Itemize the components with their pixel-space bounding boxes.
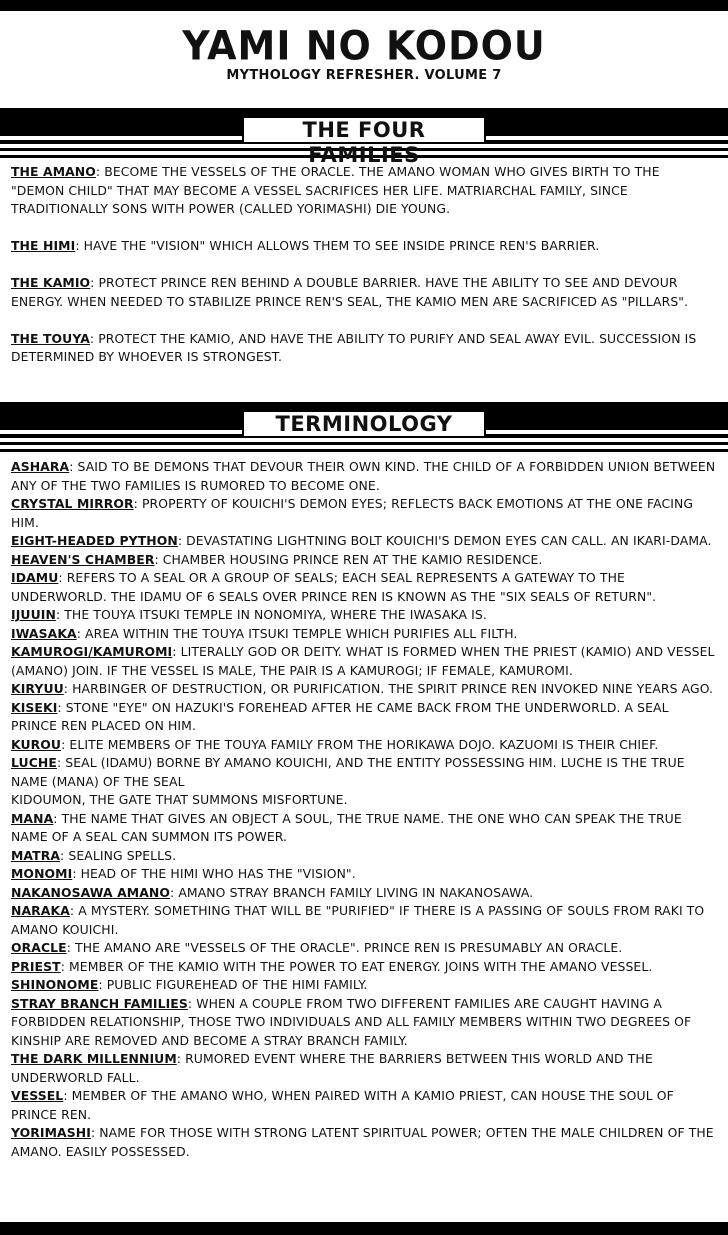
term-definition: : NAME FOR THOSE WITH STRONG LATENT SPIRITUAL POWER; OFTEN THE MALE CHILDREN OF THE AMANO. EASILY POSSESSED. <box>11 1125 714 1159</box>
term-label: MONOMI <box>11 866 73 881</box>
term-label: VESSEL <box>11 1088 64 1103</box>
term-entry <box>11 458 717 495</box>
term-definition: : STONE "EYE" ON HAZUKI'S FOREHEAD AFTER HE CAME BACK FROM THE UNDERWORLD. A SEAL PRINCE REN PLACED ON HIM. <box>11 699 669 733</box>
term-definition: : PUBLIC FIGUREHEAD OF THE HIMI FAMILY. <box>98 977 368 992</box>
term-definition: : PROPERTY OF KOUICHI'S DEMON EYES; REFLECTS BACK EMOTIONS AT THE ONE FACING HIM. <box>11 496 694 530</box>
term-entry <box>11 902 717 939</box>
term-label: KISEKI <box>11 699 58 715</box>
family-entry-himi <box>11 237 717 256</box>
term-entry <box>11 699 717 736</box>
page-subtitle: MYTHOLOGY REFRESHER. VOLUME 7 <box>226 68 502 83</box>
term-entry <box>11 569 717 606</box>
term-definition: : HEAD OF THE HIMI WHO HAS THE "VISION". <box>72 866 356 881</box>
term-definition: : REFERS TO A SEAL OR A GROUP OF SEALS; EACH SEAL REPRESENTS A GATEWAY TO THE UNDERWORLD. THE IDAMU OF 6 SEALS OVER PRINCE REN IS KNOWN AS THE "SIX SEALS OF RETURN". <box>11 570 657 604</box>
term-entry <box>11 551 717 570</box>
term-label: KUROU <box>11 736 62 752</box>
term-entry <box>11 625 717 644</box>
family-term: THE AMANO <box>11 164 96 179</box>
term-label: IDAMU <box>11 570 59 585</box>
term-entry <box>11 939 717 958</box>
term-entry <box>11 1087 717 1124</box>
family-definition: : PROTECT THE KAMIO, AND HAVE THE ABILITY TO PURIFY AND SEAL AWAY EVIL. SUCCESSION IS DETERMINED BY WHOEVER IS STRONGEST. <box>11 330 697 364</box>
family-term: THE KAMIO <box>11 275 91 290</box>
terminology-list <box>11 458 717 1161</box>
term-definition: : LITERALLY GOD OR DEITY. WHAT IS FORMED WHEN THE PRIEST (KAMIO) AND VESSEL (AMANO) JOIN. IF THE VESSEL IS MALE, THE PAIR IS A KAMUROGI; IF FEMALE, KAMUROMI. <box>11 644 715 678</box>
term-label: HEAVEN'S CHAMBER <box>11 551 155 567</box>
term-label: KAMUROGI/KAMUROMI <box>11 644 173 659</box>
family-entry-touya <box>11 330 717 367</box>
term-entry <box>11 1050 717 1087</box>
term-label: LUCHE <box>11 755 57 770</box>
term-label: IJUUIN <box>11 607 56 622</box>
term-label: SHINONOME <box>11 977 99 992</box>
term-entry <box>11 865 717 884</box>
page-header <box>0 24 728 84</box>
page-title: YAMI NO KODOU <box>182 22 546 70</box>
term-label: CRYSTAL MIRROR <box>11 496 134 511</box>
terminology-heading: TERMINOLOGY <box>242 410 486 438</box>
term-definition: : THE AMANO ARE "VESSELS OF THE ORACLE". PRINCE REN IS PRESUMABLY AN ORACLE. <box>66 940 623 955</box>
term-label: STRAY BRANCH FAMILIES <box>11 995 188 1011</box>
term-label: ASHARA <box>11 459 70 474</box>
term-label: NAKANOSAWA AMANO <box>11 884 171 900</box>
families-heading: THE FOUR FAMILIES <box>242 116 486 144</box>
term-entry <box>11 643 717 680</box>
term-definition: KIDOUMON, THE GATE THAT SUMMONS MISFORTUNE. <box>11 792 348 807</box>
term-label: THE DARK MILLENNIUM <box>11 1051 177 1066</box>
term-entry <box>11 847 717 866</box>
term-label: IWASAKA <box>11 625 77 641</box>
families-section-banner <box>0 108 728 167</box>
term-entry <box>11 495 717 532</box>
term-entry <box>11 976 717 995</box>
term-entry <box>11 754 717 791</box>
term-entry-continuation <box>11 791 717 810</box>
term-definition: : HARBINGER OF DESTRUCTION, OR PURIFICATION. THE SPIRIT PRINCE REN INVOKED NINE YEARS AGO. <box>63 681 714 696</box>
term-definition: : AMANO STRAY BRANCH FAMILY LIVING IN NAKANOSAWA. <box>170 884 534 900</box>
term-label: KIRYUU <box>11 681 64 696</box>
term-entry <box>11 884 717 903</box>
term-definition: : WHEN A COUPLE FROM TWO DIFFERENT FAMILIES ARE CAUGHT HAVING A FORBIDDEN RELATIONSHIP, THOSE TWO INDIVIDUALS AND ALL FAMILY MEMBERS WITHIN TWO DEGREES OF KINSHIP ARE REMOVED AND BECOME A STRAY BRANCH FAMILY. <box>11 995 692 1048</box>
bottom-border-bar <box>0 1222 728 1235</box>
term-label: MANA <box>11 810 54 826</box>
term-definition: : ELITE MEMBERS OF THE TOUYA FAMILY FROM THE HORIKAWA DOJO. KAZUOMI IS THEIR CHIEF. <box>61 736 659 752</box>
term-definition: : SEAL (IDAMU) BORNE BY AMANO KOUICHI, AND THE ENTITY POSSESSING HIM. LUCHE IS THE TRUE NAME (MANA) OF THE SEAL <box>11 755 685 789</box>
term-definition: : THE NAME THAT GIVES AN OBJECT A SOUL, THE TRUE NAME. THE ONE WHO CAN SPEAK THE TRUE NAME OF A SEAL CAN SUMMON ITS POWER. <box>11 810 682 844</box>
term-definition: : SAID TO BE DEMONS THAT DEVOUR THEIR OWN KIND. THE CHILD OF A FORBIDDEN UNION BETWEEN ANY OF THE TWO FAMILIES IS RUMORED TO BECOME ONE. <box>11 459 716 493</box>
term-entry <box>11 810 717 847</box>
family-entry-amano <box>11 163 717 219</box>
term-entry <box>11 532 717 551</box>
term-definition: : DEVASTATING LIGHTNING BOLT KOUICHI'S DEMON EYES CAN CALL. AN IKARI-DAMA. <box>177 533 712 548</box>
term-definition: : MEMBER OF THE KAMIO WITH THE POWER TO EAT ENERGY. JOINS WITH THE AMANO VESSEL. <box>60 958 653 974</box>
family-entry-kamio <box>11 274 717 311</box>
term-definition: : A MYSTERY. SOMETHING THAT WILL BE "PURIFIED" IF THERE IS A PASSING OF SOULS FROM RAKI TO AMANO KOUICHI. <box>11 903 705 937</box>
term-label: PRIEST <box>11 958 61 974</box>
term-entry <box>11 680 717 699</box>
term-definition: : THE TOUYA ITSUKI TEMPLE IN NONOMIYA, WHERE THE IWASAKA IS. <box>55 607 487 622</box>
term-definition: : SEALING SPELLS. <box>60 847 177 863</box>
term-label: NARAKA <box>11 903 70 918</box>
term-definition: : CHAMBER HOUSING PRINCE REN AT THE KAMIO RESIDENCE. <box>154 551 543 567</box>
family-definition: : BECOME THE VESSELS OF THE ORACLE. THE AMANO WOMAN WHO GIVES BIRTH TO THE "DEMON CHILD" THAT MAY BECOME A VESSEL SACRIFICES HER LIFE. MATRIARCHAL FAMILY, SINCE TRADITIONALLY SONS WITH POWER (CALLED YORIMASHI) DIE YOUNG. <box>11 164 660 216</box>
term-label: EIGHT-HEADED PYTHON <box>11 533 178 548</box>
term-entry <box>11 736 717 755</box>
term-label: ORACLE <box>11 940 67 955</box>
families-list <box>11 163 717 385</box>
family-term: THE HIMI <box>11 238 76 253</box>
term-entry <box>11 606 717 625</box>
term-label: MATRA <box>11 847 61 863</box>
family-definition: : HAVE THE "VISION" WHICH ALLOWS THEM TO SEE INSIDE PRINCE REN'S BARRIER. <box>75 238 600 253</box>
term-entry <box>11 995 717 1051</box>
term-definition: : MEMBER OF THE AMANO WHO, WHEN PAIRED WITH A KAMIO PRIEST, CAN HOUSE THE SOUL OF PRINCE REN. <box>11 1088 674 1122</box>
term-definition: : RUMORED EVENT WHERE THE BARRIERS BETWEEN THIS WORLD AND THE UNDERWORLD FALL. <box>11 1051 653 1085</box>
term-entry <box>11 958 717 977</box>
term-label: YORIMASHI <box>11 1125 91 1140</box>
term-definition: : AREA WITHIN THE TOUYA ITSUKI TEMPLE WHICH PURIFIES ALL FILTH. <box>76 625 518 641</box>
term-entry <box>11 1124 717 1161</box>
terminology-section-banner <box>0 402 728 454</box>
family-term: THE TOUYA <box>11 330 90 346</box>
family-definition: : PROTECT PRINCE REN BEHIND A DOUBLE BARRIER. HAVE THE ABILITY TO SEE AND DEVOUR ENERGY. WHEN NEEDED TO STABILIZE PRINCE REN'S SEAL, THE KAMIO MEN ARE SACRIFICED AS "PILLARS". <box>11 275 689 309</box>
top-border-bar <box>0 0 728 11</box>
